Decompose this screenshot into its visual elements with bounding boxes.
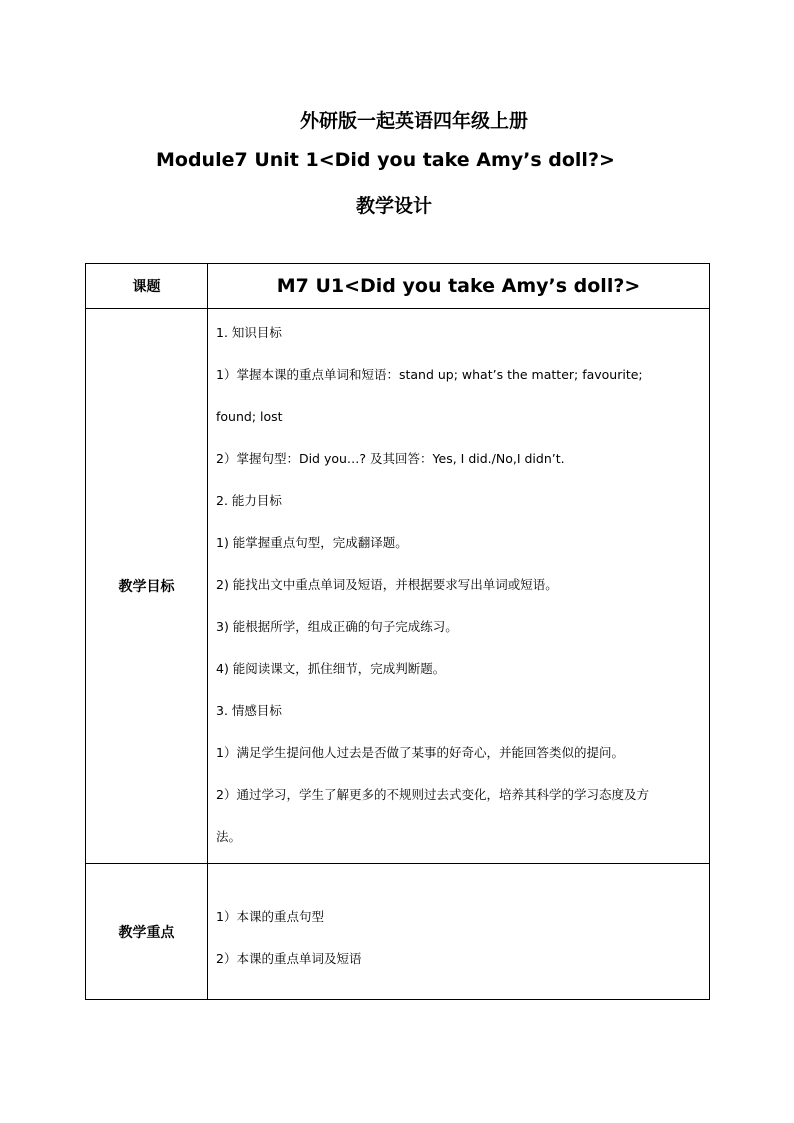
objectives-line: 2）掌握句型：Did you…? 及其回答：Yes, I did./No,I didn’t. [216, 451, 565, 466]
objectives-line: 2. 能力目标 [216, 493, 282, 508]
focus-cell [208, 864, 710, 1000]
table-row-focus [86, 864, 710, 1000]
objectives-line: 2）通过学习，学生了解更多的不规则过去式变化，培养其科学的学习态度及方 [216, 787, 649, 802]
objectives-line: 法。 [216, 829, 242, 844]
focus-line: 1）本课的重点句型 [216, 908, 324, 924]
topic-value: M7 U1<Did you take Amy’s doll?> [208, 264, 710, 309]
objectives-line: found; lost [216, 409, 283, 424]
table-row-objectives [86, 309, 710, 864]
objectives-line: 1. 知识目标 [216, 325, 282, 340]
focus-line: 2）本课的重点单词及短语 [216, 950, 362, 966]
objectives-line: 3) 能根据所学，组成正确的句子完成练习。 [216, 619, 458, 634]
focus-label: 教学重点 [86, 864, 208, 1000]
objectives-label: 教学目标 [86, 309, 208, 864]
objectives-line: 3. 情感目标 [216, 703, 282, 718]
objectives-line: 1）掌握本课的重点单词和短语：stand up; what’s the matter; favourite; [216, 367, 643, 382]
objectives-line: 2) 能找出文中重点单词及短语，并根据要求写出单词或短语。 [216, 577, 558, 592]
document-title: 外研版一起英语四年级上册 [300, 110, 529, 132]
objectives-line: 4) 能阅读课文，抓住细节，完成判断题。 [216, 661, 446, 676]
objectives-line: 1）满足学生提问他人过去是否做了某事的好奇心，并能回答类似的提问。 [216, 745, 624, 760]
objectives-cell [208, 309, 710, 864]
table-row-topic [86, 264, 710, 309]
objectives-line: 1) 能掌握重点句型，完成翻译题。 [216, 535, 408, 550]
topic-label: 课题 [86, 264, 208, 309]
lesson-title: Module7 Unit 1<Did you take Amy’s doll?> [156, 149, 615, 171]
document-subtitle: 教学设计 [356, 195, 433, 217]
lesson-plan-table [85, 263, 710, 1000]
